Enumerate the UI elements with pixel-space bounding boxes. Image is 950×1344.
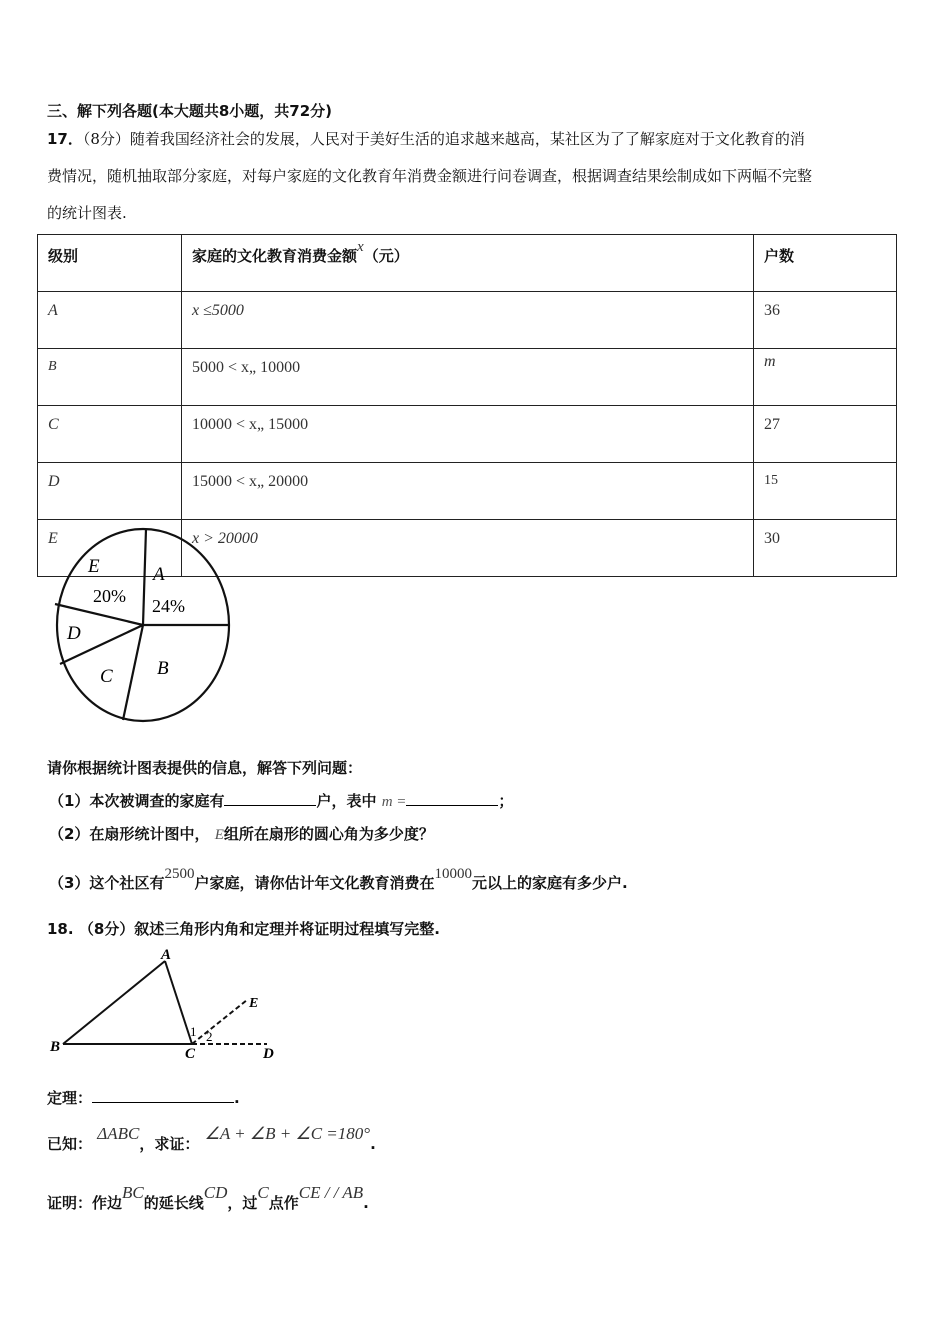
- theorem-label: 定理：: [47, 1089, 93, 1107]
- sub1-text1: （1）本次被调查的家庭有: [49, 792, 225, 810]
- q17-intro-line1: [47, 128, 805, 149]
- point-e: E: [249, 996, 259, 1011]
- prove-end: .: [370, 1135, 376, 1153]
- proof-text3: 点作: [268, 1194, 299, 1212]
- table-row: [38, 292, 897, 349]
- sub1-end: ；: [498, 792, 514, 810]
- proof-label: 证明：作边: [47, 1194, 123, 1212]
- answer-blank-households[interactable]: [224, 791, 316, 806]
- theorem-line: [47, 1087, 240, 1108]
- table-row: [38, 406, 897, 463]
- table-header-row: [38, 235, 897, 292]
- side-ab: [63, 961, 165, 1044]
- row-range: 5000 < x„ 10000: [182, 349, 754, 406]
- sub1-text2: 户，表中: [316, 792, 377, 810]
- pie-label-a: A: [153, 564, 165, 585]
- point-d: D: [263, 1046, 274, 1062]
- row-count: m: [754, 349, 897, 406]
- proof-c: C: [257, 1183, 269, 1202]
- pie-divider-de: [55, 604, 143, 625]
- row-range: 15000 < x„ 20000: [182, 463, 754, 520]
- angle-2-label: 2: [206, 1029, 213, 1044]
- given-label: 已知：: [47, 1135, 93, 1153]
- theorem-end: .: [234, 1089, 240, 1107]
- pie-divider-ae: [143, 529, 146, 625]
- q18-title: [47, 918, 440, 939]
- q17-intro-line3: 的统计图表.: [47, 204, 127, 222]
- side-ac: [165, 961, 192, 1044]
- row-range: x > 20000: [182, 520, 754, 577]
- q17-number: 17．: [47, 130, 83, 148]
- proof-line: [47, 1183, 369, 1213]
- header-count: 户数: [754, 235, 897, 292]
- header-level: 级别: [38, 235, 182, 292]
- given-triangle: ΔABC: [97, 1124, 140, 1143]
- vertex-c: C: [185, 1046, 196, 1062]
- table-row: [38, 349, 897, 406]
- proof-ce-parallel-ab: CE / / AB: [298, 1183, 364, 1202]
- row-level: B: [38, 349, 182, 406]
- vertex-a: A: [161, 947, 172, 963]
- q17-sub2: [49, 823, 434, 844]
- q17-score: （8分）: [82, 130, 130, 148]
- proof-text1: 的延长线: [143, 1194, 204, 1212]
- vertex-b: B: [50, 1039, 61, 1055]
- answer-blank-m[interactable]: [406, 791, 498, 806]
- sub3-text3: 元以上的家庭有多少户.: [471, 874, 628, 892]
- q17-prompt: 请你根据统计图表提供的信息，解答下列问题：: [47, 759, 363, 777]
- sub2-text1: （2）在扇形统计图中，: [49, 825, 210, 843]
- angle-1-label: 1: [190, 1024, 197, 1039]
- q18-score: （8分）: [78, 920, 135, 938]
- pie-label-e: E: [88, 556, 100, 577]
- header-amount-text: 家庭的文化教育消费金额: [192, 247, 358, 265]
- answer-blank-theorem[interactable]: [92, 1088, 234, 1103]
- prove-statement: ∠A + ∠B + ∠C =180°: [204, 1124, 371, 1143]
- proof-text2: ，过: [227, 1194, 258, 1212]
- row-range: 10000 < x„ 15000: [182, 406, 754, 463]
- q17-sub3: [49, 866, 628, 893]
- row-level: A: [38, 292, 182, 349]
- header-amount-unit: （元）: [363, 247, 409, 265]
- row-count: 27: [754, 406, 897, 463]
- row-level: C: [38, 406, 182, 463]
- pie-chart: [45, 522, 240, 727]
- sub2-var-e: E: [214, 827, 224, 843]
- row-range: x ≤5000: [182, 292, 754, 349]
- triangle-figure: [45, 945, 285, 1065]
- q17-intro-text1: 随着我国经济社会的发展，人民对于美好生活的追求越来越高，某社区为了了解家庭对于文化教育的消: [129, 130, 805, 148]
- proof-cd: CD: [203, 1183, 228, 1202]
- q17-sub1: [49, 790, 513, 811]
- row-level: D: [38, 463, 182, 520]
- q18-number: 18.: [47, 920, 74, 938]
- sub3-text2: 户家庭，请你估计年文化教育消费在: [194, 874, 435, 892]
- prove-label: ，求证：: [139, 1135, 200, 1153]
- proof-bc: BC: [122, 1183, 144, 1202]
- q18-text: 叙述三角形内角和定理并将证明过程填写完整.: [134, 920, 440, 938]
- pie-pct-a: 24%: [152, 596, 185, 616]
- row-count: 15: [754, 463, 897, 520]
- sub2-text2: 组所在扇形的圆心角为多少度？: [223, 825, 434, 843]
- q17-intro-line2: 费情况，随机抽取部分家庭，对每户家庭的文化教育年消费金额进行问卷调查，根据调查结果绘制成如下两幅不完整: [47, 167, 813, 185]
- sub1-var-m: m =: [381, 794, 407, 810]
- pie-divider-bc: [123, 625, 143, 720]
- pie-label-c: C: [100, 666, 113, 687]
- header-amount-var: x: [357, 239, 364, 255]
- given-line: [47, 1124, 376, 1154]
- row-count: 36: [754, 292, 897, 349]
- sub3-text1: （3）这个社区有: [49, 874, 165, 892]
- pie-label-d: D: [67, 623, 81, 644]
- section-title: 三、解下列各题(本大题共8小题，共72分): [47, 102, 333, 120]
- sub3-num-10000: 10000: [434, 866, 472, 882]
- parallel-ce: [192, 1000, 247, 1044]
- row-level: E: [38, 520, 182, 577]
- pie-label-b: B: [157, 658, 169, 679]
- header-amount: [182, 235, 754, 292]
- pie-pct-e: 20%: [93, 586, 126, 606]
- row-count: 30: [754, 520, 897, 577]
- table-row: [38, 463, 897, 520]
- proof-end: .: [363, 1194, 369, 1212]
- sub3-num-2500: 2500: [164, 866, 195, 882]
